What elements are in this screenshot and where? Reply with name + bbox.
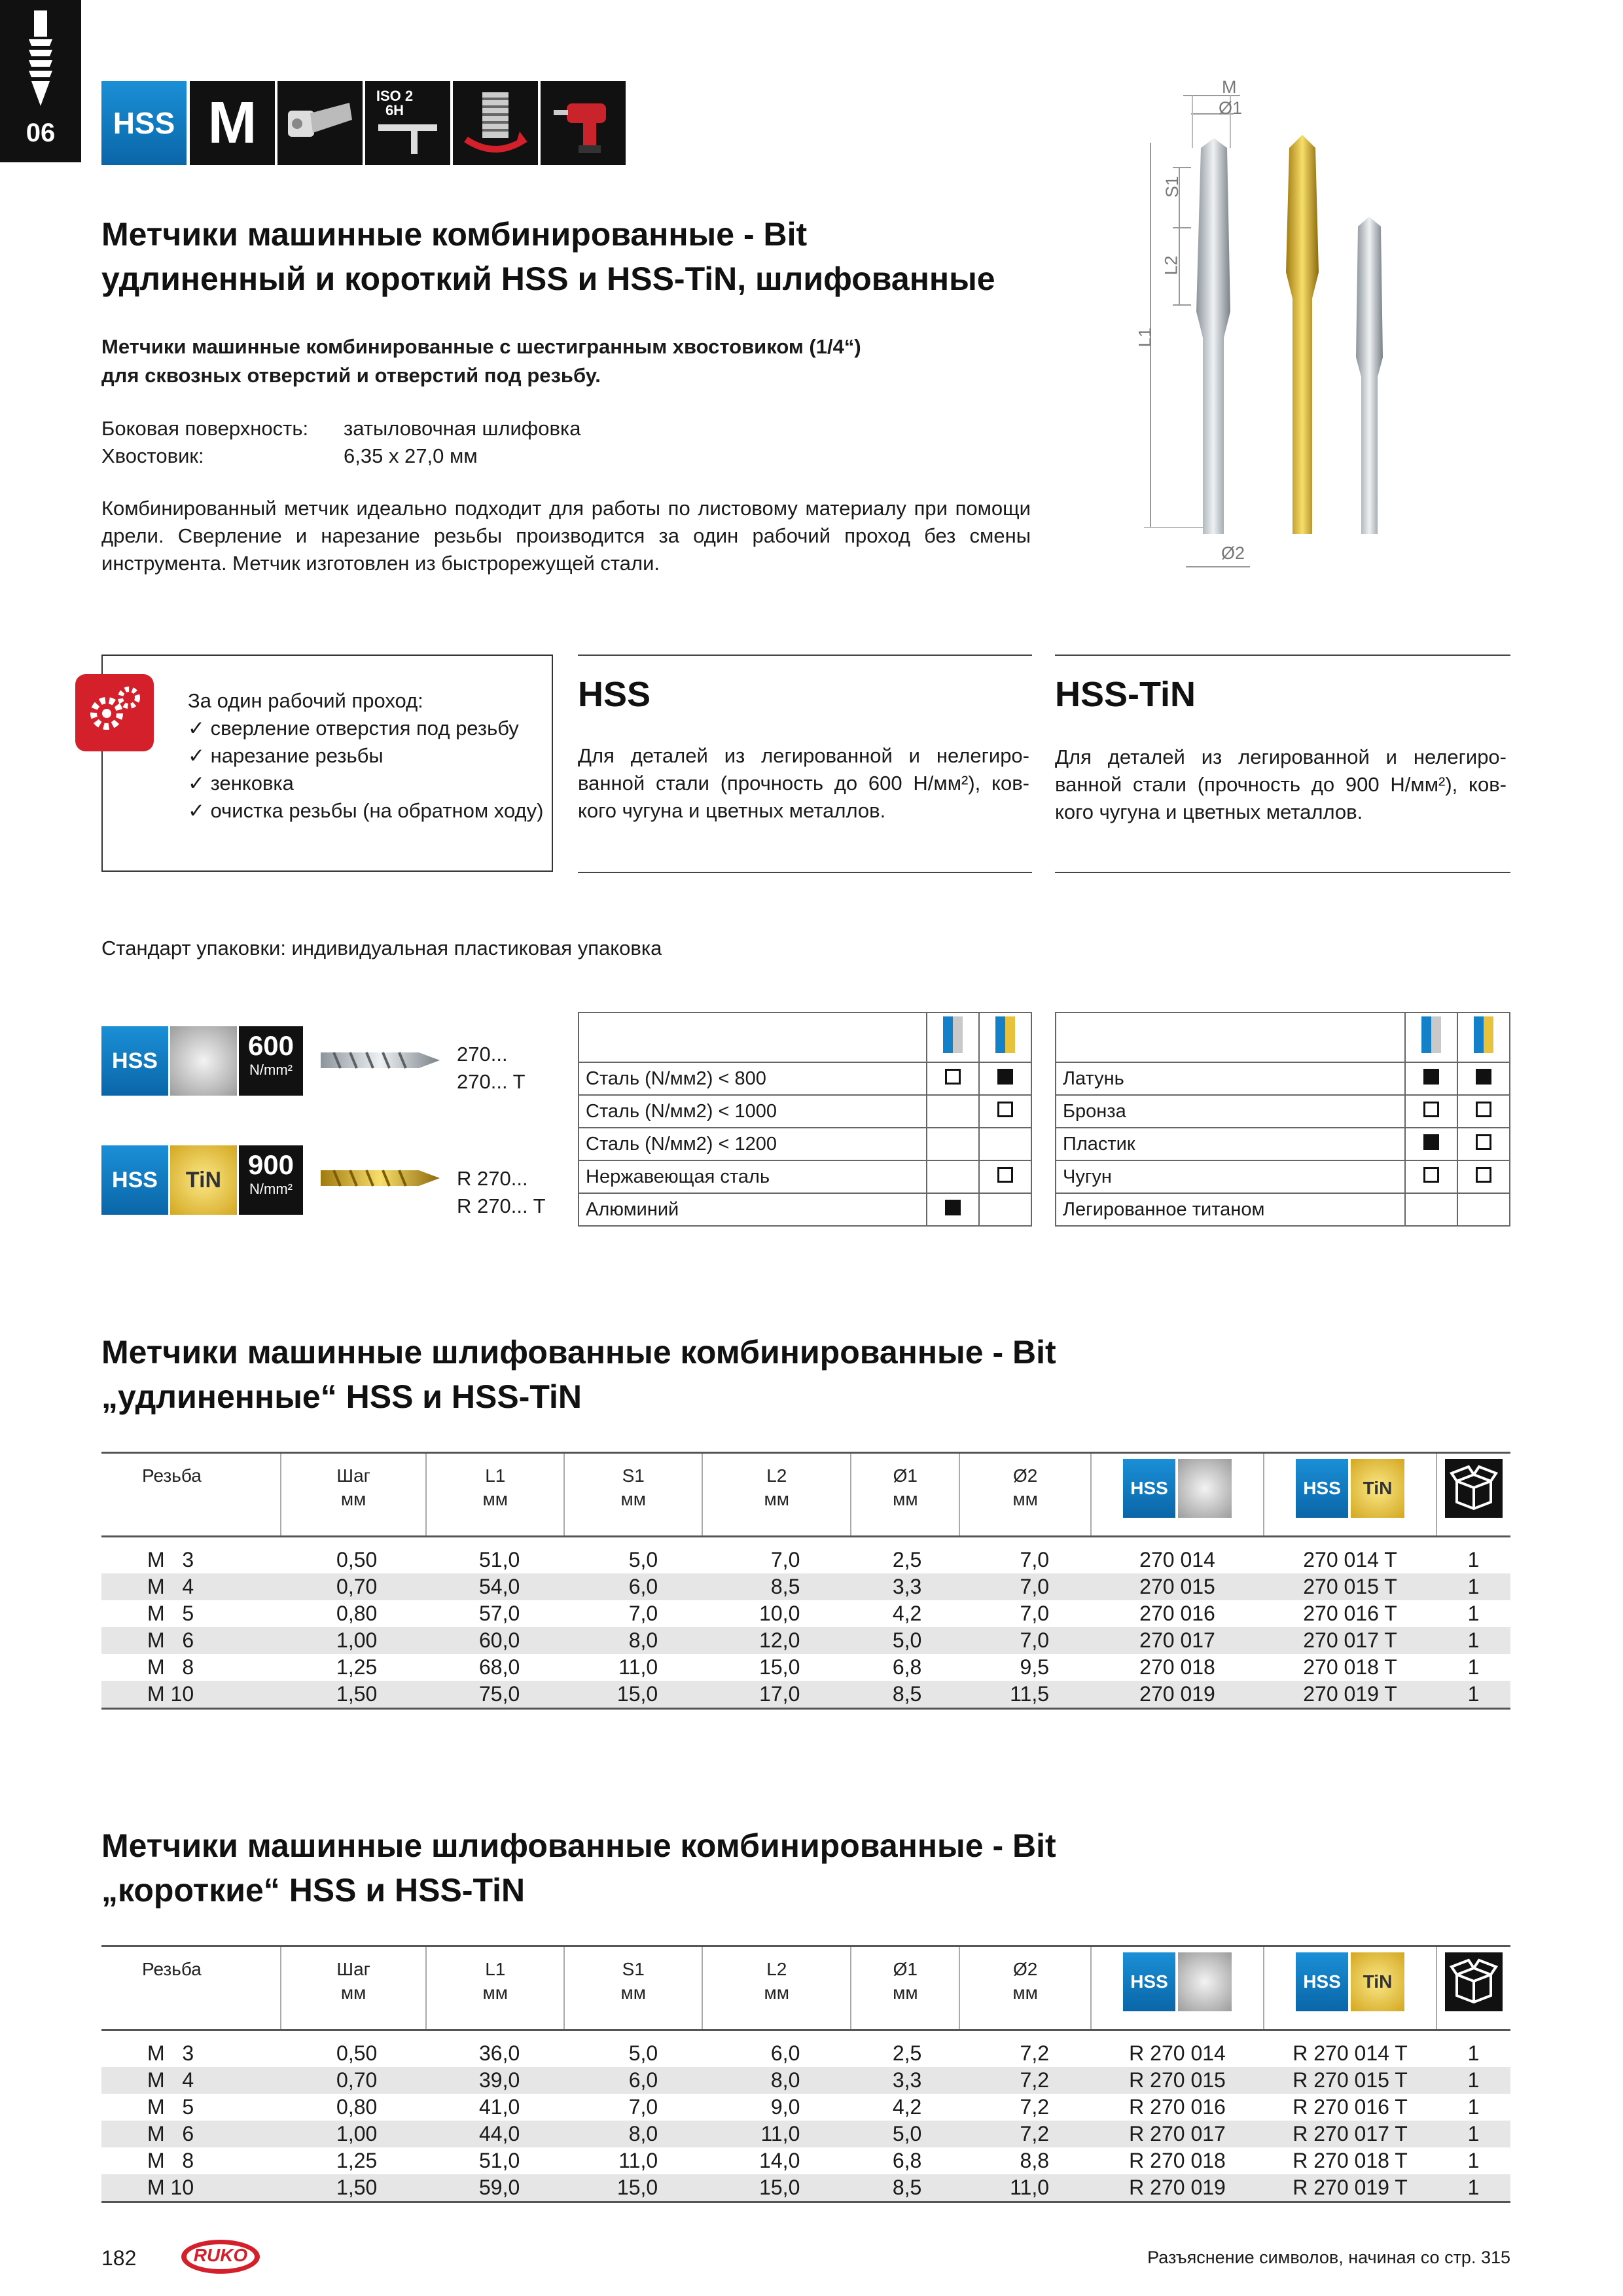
cell-d1: 4,2 xyxy=(892,1602,922,1625)
cell-hss-article: R 270 017 xyxy=(1091,2121,1264,2147)
cell-tin-article: 270 016 T xyxy=(1303,1602,1397,1625)
cell-l1: 57,0 xyxy=(478,1602,520,1625)
packaging-note: Стандарт упаковки: индивидуальная пластиковая упаковка xyxy=(101,937,662,960)
material-table-left xyxy=(578,1012,1032,1227)
table-row xyxy=(101,2121,1510,2147)
material-row xyxy=(1056,1095,1510,1128)
cell-s1: 11,0 xyxy=(618,2149,658,2172)
cell-hss-article: R 270 018 xyxy=(1129,2149,1226,2172)
material-name: Сталь (N/мм2) < 800 xyxy=(579,1062,927,1095)
cell-s1: 15,0 xyxy=(564,1681,702,1709)
cell-d1: 6,8 xyxy=(892,2149,922,2172)
table-row xyxy=(101,2174,1510,2202)
cell-l2: 8,0 xyxy=(702,2067,851,2094)
cell-pitch: 1,00 xyxy=(281,1627,426,1654)
filled-square-icon xyxy=(997,1069,1013,1085)
table-row xyxy=(101,1946,1510,2030)
cell-d2: 9,5 xyxy=(1020,1655,1049,1679)
col-s1: S1 мм xyxy=(564,1453,702,1537)
cell-qty: 1 xyxy=(1467,1602,1480,1625)
cell-pitch: 0,70 xyxy=(281,1573,426,1600)
dim-m: M xyxy=(1222,77,1237,97)
material-name: Пластик xyxy=(1056,1128,1405,1160)
table-cell xyxy=(927,1095,979,1128)
cell-thread: M 5 xyxy=(147,1602,194,1625)
hss-column-swatch xyxy=(1405,1013,1457,1062)
table-row xyxy=(101,1573,1510,1600)
cell-hss-article: 270 019 xyxy=(1091,1681,1264,1709)
cell-tin-article: R 270 018 T xyxy=(1293,2149,1408,2172)
long-title-line2: „удлиненные“ HSS и HSS-TiN xyxy=(101,1378,582,1415)
col-l1: L1 мм xyxy=(426,1453,564,1537)
cell-thread: M 4 xyxy=(101,1573,281,1600)
material-row xyxy=(1056,1160,1510,1193)
feature-item: ✓ очистка резьбы (на обратном ходу) xyxy=(188,799,544,822)
empty-square-icon xyxy=(1423,1167,1439,1183)
thread-reverse-icon xyxy=(453,81,538,165)
hsstin-text: Для деталей из легированной и нелегиро-ванной стали (прочность до 900 Н/мм²), ков-кого чугуна и цветных металлов. xyxy=(1055,745,1507,823)
cell-d2: 7,0 xyxy=(1020,1548,1049,1571)
hss-icon: HSS xyxy=(101,81,187,165)
table-cell xyxy=(979,1128,1031,1160)
table-row xyxy=(101,1654,1510,1681)
col-d1: Ø1 мм xyxy=(851,1946,959,2030)
table-cell xyxy=(101,2030,1510,2041)
table-cell xyxy=(1405,1062,1457,1095)
table-cell xyxy=(1056,1013,1405,1062)
cell-qty: 1 xyxy=(1467,1548,1480,1571)
cell-l1: 51,0 xyxy=(478,1548,520,1571)
cell-tin-article: 270 017 T xyxy=(1264,1627,1436,1654)
cell-l2: 7,0 xyxy=(770,1548,800,1571)
cell-hss-article: R 270 015 xyxy=(1091,2067,1264,2094)
cell-l2: 17,0 xyxy=(702,1681,851,1709)
table-cell xyxy=(1457,1128,1510,1160)
cell-d1: 2,5 xyxy=(892,1548,922,1571)
cell-d1: 3,3 xyxy=(851,1573,959,1600)
table-row xyxy=(101,2147,1510,2174)
cell-qty: 1 xyxy=(1436,1681,1510,1709)
cell-qty: 1 xyxy=(1467,2149,1480,2172)
tap-gold-image xyxy=(321,1158,442,1198)
description: Комбинированный метчик идеально подходит для работы по листовому материалу при помощи дрели. Сверление и нарезание резьбы производится за один рабочий проход без смены инструмента. Метчик изготовлен из быстрорежущей стали. xyxy=(101,497,1031,575)
page-number: 182 xyxy=(101,2246,137,2270)
hex-shank-icon xyxy=(277,81,363,165)
cell-hss-article: 270 016 xyxy=(1139,1602,1215,1625)
material-row xyxy=(579,1193,1031,1226)
cell-s1: 8,0 xyxy=(564,1627,702,1654)
table-cell xyxy=(1457,1062,1510,1095)
cell-d2: 7,0 xyxy=(959,1627,1091,1654)
cell-l2: 12,0 xyxy=(702,1627,851,1654)
hss-heading: HSS xyxy=(578,675,651,714)
cell-d2: 8,8 xyxy=(1020,2149,1049,2172)
cell-thread: M 10 xyxy=(101,2174,281,2202)
hss-badge: HSS xyxy=(101,1026,168,1096)
cell-l2: 9,0 xyxy=(770,2095,800,2119)
col-hss-article: HSS xyxy=(1091,1453,1264,1537)
material-name: Латунь xyxy=(1056,1062,1405,1095)
material-name: Чугун xyxy=(1056,1160,1405,1193)
cell-l1: 41,0 xyxy=(478,2095,520,2119)
cell-d2: 11,0 xyxy=(959,2174,1091,2202)
table-row xyxy=(101,1627,1510,1654)
feature-box xyxy=(101,655,553,872)
cell-d1: 8,5 xyxy=(851,2174,959,2202)
cell-d1: 2,5 xyxy=(892,2041,922,2065)
cell-d2: 7,0 xyxy=(1020,1602,1049,1625)
dim-l1: L1 xyxy=(1135,327,1155,348)
col-d1: Ø1 мм xyxy=(851,1453,959,1537)
col-pack-qty xyxy=(1436,1453,1510,1537)
cell-s1: 7,0 xyxy=(628,2095,658,2119)
cell-tin-article: 270 019 T xyxy=(1264,1681,1436,1709)
box-icon xyxy=(1445,1459,1503,1518)
col-d2: Ø2 мм xyxy=(959,1946,1091,2030)
material-name: Бронза xyxy=(1056,1095,1405,1128)
cell-d1: 5,0 xyxy=(851,2121,959,2147)
cell-l2: 15,0 xyxy=(702,2174,851,2202)
table-cell xyxy=(101,1537,1510,1547)
material-name: Нержавеющая сталь xyxy=(579,1160,927,1193)
material-row xyxy=(1056,1128,1510,1160)
empty-square-icon xyxy=(1476,1102,1491,1117)
cell-s1: 8,0 xyxy=(564,2121,702,2147)
spec-row: Боковая поверхность: затыловочная шлифовка xyxy=(101,417,581,440)
drill-machine-icon xyxy=(541,81,626,165)
cell-l1: 59,0 xyxy=(426,2174,564,2202)
col-d2: Ø2 мм xyxy=(959,1453,1091,1537)
cell-hss-article: R 270 014 xyxy=(1129,2041,1226,2065)
table-cell xyxy=(1405,1160,1457,1193)
cell-pitch: 1,25 xyxy=(336,1655,378,1679)
table-cell xyxy=(927,1062,979,1095)
subtitle: Метчики машинные комбинированные с шестигранным хвостовиком (1/4“) для сквозных отверстий и отверстий под резьбу. xyxy=(101,335,861,387)
cell-s1: 15,0 xyxy=(564,2174,702,2202)
col-thread: Резьба xyxy=(101,1453,281,1537)
cell-d1: 8,5 xyxy=(851,1681,959,1709)
long-product-table xyxy=(101,1452,1510,1710)
table-cell xyxy=(927,1160,979,1193)
hss-text: Для деталей из легированной и нелегиро-ванной стали (прочность до 600 Н/мм²), ков-кого чугуна и цветных металлов. xyxy=(578,744,1029,822)
page-title-line1: Метчики машинные комбинированные - Bit xyxy=(101,216,808,253)
gears-icon xyxy=(75,674,154,751)
cell-tin-article: 270 014 T xyxy=(1303,1548,1397,1571)
cell-pitch: 0,50 xyxy=(336,2041,378,2065)
tin-column-swatch xyxy=(979,1013,1031,1062)
cell-l1: 36,0 xyxy=(478,2041,520,2065)
cell-d1: 3,3 xyxy=(851,2067,959,2094)
feature-item: ✓ нарезание резьбы xyxy=(188,744,383,767)
cell-d2: 11,5 xyxy=(959,1681,1091,1709)
cell-qty: 1 xyxy=(1436,2174,1510,2202)
cell-d1: 4,2 xyxy=(892,2095,922,2119)
cell-d2: 7,2 xyxy=(1020,2095,1049,2119)
cell-thread: M 4 xyxy=(101,2067,281,2094)
filled-square-icon xyxy=(1423,1069,1439,1085)
cell-pitch: 0,70 xyxy=(281,2067,426,2094)
cell-l1: 39,0 xyxy=(426,2067,564,2094)
feature-item: ✓ сверление отверстия под резьбу xyxy=(188,717,519,740)
col-l2: L2 мм xyxy=(702,1946,851,2030)
material-name: Алюминий xyxy=(579,1193,927,1226)
filled-square-icon xyxy=(1423,1134,1439,1150)
empty-square-icon xyxy=(997,1102,1013,1117)
col-l1: L1 мм xyxy=(426,1946,564,2030)
tap-icon xyxy=(22,10,59,109)
page-title-line2: удлиненный и короткий HSS и HSS-TiN, шлифованные xyxy=(101,260,995,297)
table-row xyxy=(101,1537,1510,1547)
table-cell xyxy=(979,1062,1031,1095)
cell-pitch: 1,50 xyxy=(281,2174,426,2202)
legend-codes-tin: R 270... R 270... T xyxy=(457,1167,546,1217)
cell-d1: 6,8 xyxy=(892,1655,922,1679)
cell-s1: 11,0 xyxy=(618,1655,658,1679)
material-row xyxy=(579,1062,1031,1095)
material-row xyxy=(1056,1062,1510,1095)
short-title-line2: „короткие“ HSS и HSS-TiN xyxy=(101,1872,526,1909)
cell-tin-article: R 270 014 T xyxy=(1293,2041,1408,2065)
cell-thread: M 6 xyxy=(101,2121,281,2147)
cell-l2: 14,0 xyxy=(759,2149,800,2172)
long-title-line1: Метчики машинные шлифованные комбинированные - Bit xyxy=(101,1334,1056,1371)
col-tin-article: HSS TiN xyxy=(1264,1453,1436,1537)
cell-d1: 5,0 xyxy=(851,1627,959,1654)
cell-l1: 60,0 xyxy=(426,1627,564,1654)
cell-d2: 7,2 xyxy=(959,2121,1091,2147)
filled-square-icon xyxy=(945,1200,961,1215)
table-cell xyxy=(979,1160,1031,1193)
dim-d2: Ø2 xyxy=(1221,543,1245,563)
cell-l1: 54,0 xyxy=(426,1573,564,1600)
table-row xyxy=(101,2067,1510,2094)
cell-tin-article: 270 015 T xyxy=(1264,1573,1436,1600)
cell-d2: 7,2 xyxy=(959,2067,1091,2094)
cell-hss-article: R 270 016 xyxy=(1129,2095,1226,2119)
empty-square-icon xyxy=(997,1167,1013,1183)
material-table-right xyxy=(1055,1012,1510,1227)
spec-row: Хвостовик: 6,35 x 27,0 мм xyxy=(101,444,478,467)
table-row xyxy=(101,2030,1510,2041)
cell-hss-article: R 270 019 xyxy=(1091,2174,1264,2202)
cell-qty: 1 xyxy=(1436,2121,1510,2147)
cell-hss-article: 270 018 xyxy=(1139,1655,1215,1679)
cell-l1: 68,0 xyxy=(478,1655,520,1679)
table-row xyxy=(101,2040,1510,2067)
cell-l2: 11,0 xyxy=(702,2121,851,2147)
empty-square-icon xyxy=(1423,1102,1439,1117)
cell-pitch: 1,50 xyxy=(281,1681,426,1709)
cell-s1: 5,0 xyxy=(628,1548,658,1571)
table-row xyxy=(1056,1013,1510,1062)
feature-item: ✓ зенковка xyxy=(188,772,294,795)
cell-l1: 44,0 xyxy=(426,2121,564,2147)
cell-pitch: 0,50 xyxy=(336,1548,378,1571)
cell-thread: M 6 xyxy=(101,1627,281,1654)
strength-badge: 600 N/mm² xyxy=(239,1026,303,1096)
cell-l2: 15,0 xyxy=(759,1655,800,1679)
tin-column-swatch xyxy=(1457,1013,1510,1062)
cell-hss-article: 270 014 xyxy=(1139,1548,1215,1571)
col-l2: L2 мм xyxy=(702,1453,851,1537)
cell-hss-article: 270 017 xyxy=(1091,1627,1264,1654)
cell-d2: 7,0 xyxy=(959,1573,1091,1600)
empty-square-icon xyxy=(1476,1134,1491,1150)
cell-pitch: 1,00 xyxy=(281,2121,426,2147)
cell-qty: 1 xyxy=(1467,1655,1480,1679)
hss-column-swatch xyxy=(927,1013,979,1062)
cell-tin-article: R 270 019 T xyxy=(1264,2174,1436,2202)
table-cell xyxy=(1457,1160,1510,1193)
material-row xyxy=(579,1095,1031,1128)
col-s1: S1 мм xyxy=(564,1946,702,2030)
empty-square-icon xyxy=(945,1069,961,1085)
cell-s1: 7,0 xyxy=(628,1602,658,1625)
cell-thread: M 3 xyxy=(147,2041,194,2065)
table-cell xyxy=(979,1193,1031,1226)
col-thread: Резьба xyxy=(101,1946,281,2030)
box-icon xyxy=(1445,1952,1503,2011)
legend-codes-hss: 270... 270... T xyxy=(457,1043,526,1093)
cell-tin-article: R 270 016 T xyxy=(1293,2095,1408,2119)
col-tin-article: HSS TiN xyxy=(1264,1946,1436,2030)
col-pitch: Шаг мм xyxy=(281,1946,426,2030)
cell-s1: 5,0 xyxy=(628,2041,658,2065)
feature-intro: За один рабочий проход: xyxy=(188,689,423,712)
table-cell xyxy=(979,1095,1031,1128)
cell-hss-article: 270 015 xyxy=(1091,1573,1264,1600)
table-row xyxy=(579,1013,1031,1062)
table-cell xyxy=(927,1128,979,1160)
material-name: Сталь (N/мм2) < 1000 xyxy=(579,1095,927,1128)
cell-s1: 6,0 xyxy=(564,1573,702,1600)
table-cell xyxy=(1405,1193,1457,1226)
col-hss-article: HSS xyxy=(1091,1946,1264,2030)
col-pack-qty xyxy=(1436,1946,1510,2030)
cell-pitch: 0,80 xyxy=(336,1602,378,1625)
cell-thread: M 8 xyxy=(147,2149,194,2172)
material-name: Легированное титаном xyxy=(1056,1193,1405,1226)
section-number: 06 xyxy=(26,118,56,147)
short-title-line1: Метчики машинные шлифованные комбинированные - Bit xyxy=(101,1827,1056,1864)
cell-tin-article: R 270 017 T xyxy=(1264,2121,1436,2147)
material-row xyxy=(579,1128,1031,1160)
table-row xyxy=(101,1681,1510,1709)
ruko-logo: RUKO xyxy=(180,2237,261,2276)
cell-thread: M 10 xyxy=(101,1681,281,1709)
section-tab xyxy=(0,0,81,162)
cell-pitch: 1,25 xyxy=(336,2149,378,2172)
tin-swatch: TiN xyxy=(170,1145,237,1215)
hsstin-heading: HSS-TiN xyxy=(1055,675,1196,714)
cell-l1: 75,0 xyxy=(426,1681,564,1709)
cell-thread: M 8 xyxy=(147,1655,194,1679)
cell-tin-article: R 270 015 T xyxy=(1264,2067,1436,2094)
cell-tin-article: 270 018 T xyxy=(1303,1655,1397,1679)
cell-l1: 51,0 xyxy=(478,2149,520,2172)
metric-thread-icon: M xyxy=(190,81,275,165)
table-cell xyxy=(1457,1193,1510,1226)
material-row xyxy=(1056,1193,1510,1226)
short-product-table xyxy=(101,1945,1510,2203)
strength-badge: 900 N/mm² xyxy=(239,1145,303,1215)
iso-tolerance-icon: ISO 2 6H xyxy=(365,81,450,165)
table-cell xyxy=(579,1013,927,1062)
cell-qty: 1 xyxy=(1436,1627,1510,1654)
table-cell xyxy=(1405,1095,1457,1128)
filled-square-icon xyxy=(1476,1069,1491,1085)
cell-qty: 1 xyxy=(1467,2041,1480,2065)
cell-l2: 6,0 xyxy=(770,2041,800,2065)
cell-l2: 8,5 xyxy=(702,1573,851,1600)
col-pitch: Шаг мм xyxy=(281,1453,426,1537)
cell-thread: M 3 xyxy=(147,1548,194,1571)
cell-qty: 1 xyxy=(1436,2067,1510,2094)
table-cell xyxy=(1405,1128,1457,1160)
footer-note: Разъяснение символов, начиная со стр. 315 xyxy=(1147,2248,1510,2267)
material-name: Сталь (N/мм2) < 1200 xyxy=(579,1128,927,1160)
table-row xyxy=(101,2094,1510,2121)
cell-s1: 6,0 xyxy=(564,2067,702,2094)
table-cell xyxy=(1457,1095,1510,1128)
cell-l2: 10,0 xyxy=(759,1602,800,1625)
dim-l2: L2 xyxy=(1161,255,1181,276)
dim-d1: Ø1 xyxy=(1219,98,1243,118)
uncoated-swatch xyxy=(170,1026,237,1096)
hss-badge: HSS xyxy=(101,1145,168,1215)
dim-s1: S1 xyxy=(1162,175,1183,198)
empty-square-icon xyxy=(1476,1167,1491,1183)
cell-qty: 1 xyxy=(1436,1573,1510,1600)
cell-thread: M 5 xyxy=(147,2095,194,2119)
material-row xyxy=(579,1160,1031,1193)
cell-pitch: 0,80 xyxy=(336,2095,378,2119)
table-row xyxy=(101,1600,1510,1627)
table-cell xyxy=(927,1193,979,1226)
tap-silver-image xyxy=(321,1041,442,1080)
table-row xyxy=(101,1547,1510,1573)
cell-d2: 7,2 xyxy=(1020,2041,1049,2065)
cell-qty: 1 xyxy=(1467,2095,1480,2119)
table-row xyxy=(101,1453,1510,1537)
tool-drawing xyxy=(1126,76,1453,573)
